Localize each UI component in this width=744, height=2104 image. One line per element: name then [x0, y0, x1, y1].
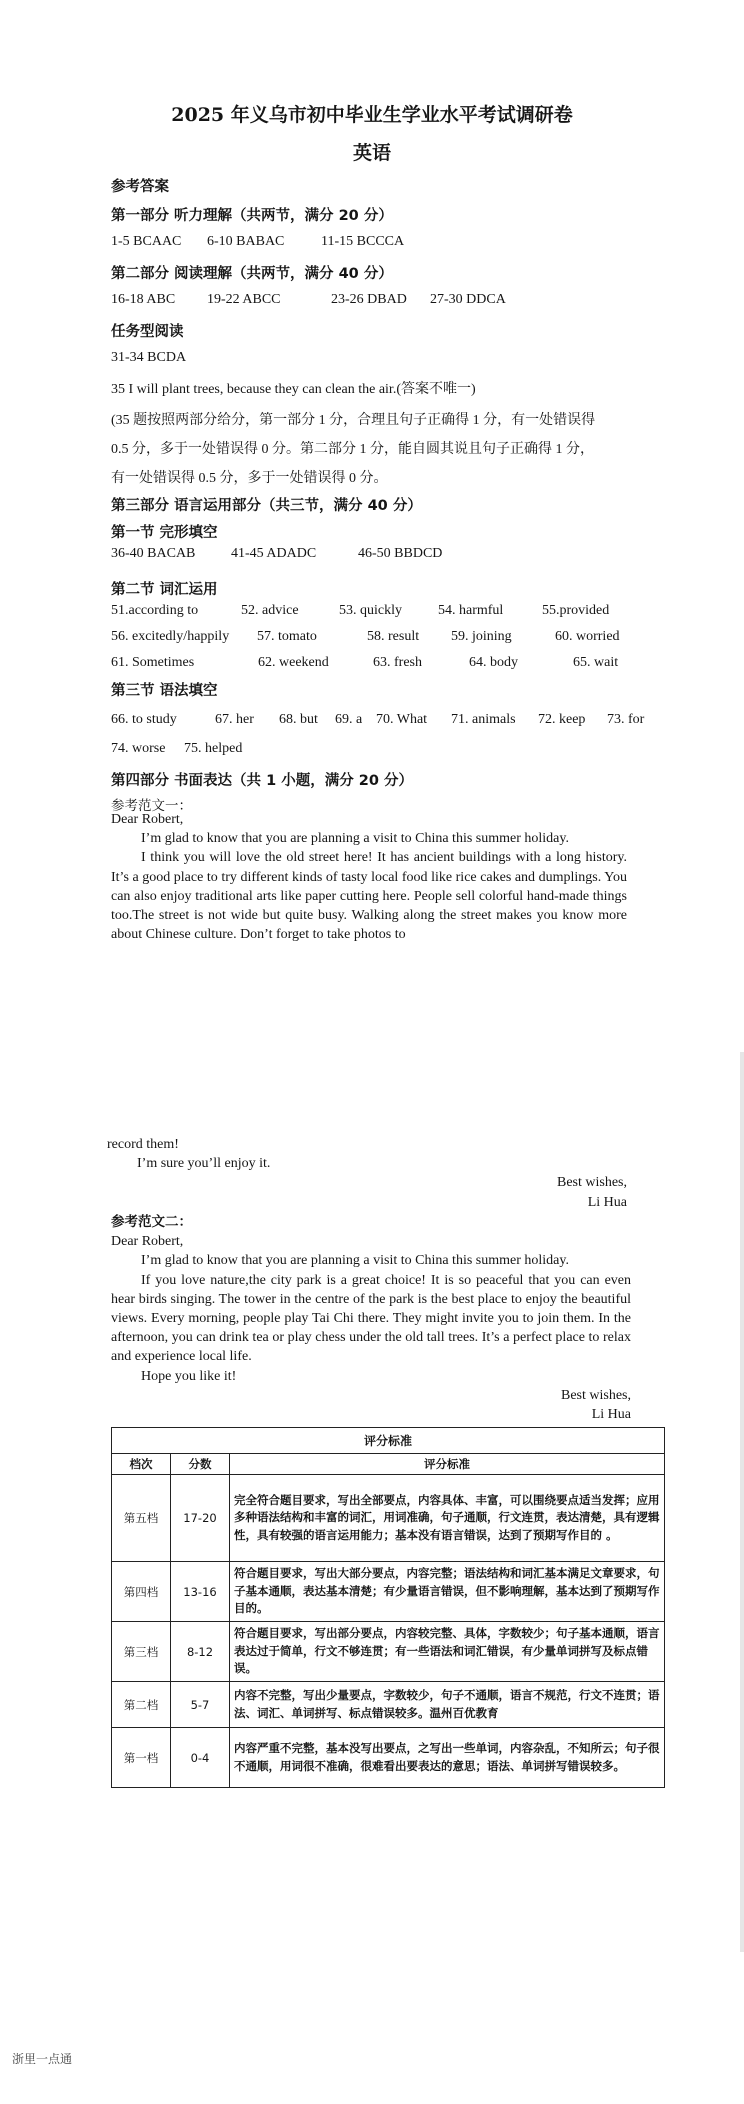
- part4-heading: 第四部分 书面表达（共 1 小题，满分 20 分）: [111, 773, 414, 789]
- vocab-answer: 65. wait: [573, 655, 619, 670]
- grammar-row: [111, 712, 671, 732]
- part2-heading: 第二部分 阅读理解（共两节，满分 40 分）: [111, 266, 393, 282]
- vocab-answer: 57. tomato: [257, 629, 317, 644]
- cloze-answers: [111, 546, 671, 566]
- letter-paragraph: I’m sure you’ll enjoy it.: [137, 1156, 271, 1172]
- part1-heading: 第一部分 听力理解（共两节，满分 20 分）: [111, 208, 393, 224]
- task-reading-heading: 任务型阅读: [111, 324, 184, 340]
- letter-paragraph: I think you will love the old street here! It has ancient buildings with a long history. It’s a good place to try different kinds of tasty local food like rice cakes and dumplings. You can also enjoy traditional arts like paper cutting here. People sell colorful hand-made things too.The street is not wide but quite busy. Walking along the street makes you know more about Chinese culture. Don’t forget to take photos to: [111, 850, 627, 943]
- grammar-answer: 69. a: [335, 712, 363, 727]
- vocab-answer: 59. joining: [451, 629, 512, 644]
- description-cell: 完全符合题目要求，写出全部要点，内容具体、丰富，可以围绕要点适当发挥；应用多种语法结构和丰富的词汇，用词准确，句子通顺，行文连贯，表达清楚，具有逻辑性，具有较强的语言运用能力；基本没有语言错误，达到了预期写作目的 。: [230, 1475, 665, 1562]
- answer-group: 16-18 ABC: [111, 292, 176, 307]
- answer-group: 23-26 DBAD: [331, 292, 407, 307]
- vocabulary-heading: 第二节 词汇运用: [111, 582, 218, 598]
- level-cell: 第三档: [112, 1622, 171, 1682]
- vocab-answer: 55.provided: [542, 603, 610, 618]
- answer-group: 27-30 DDCA: [430, 292, 506, 307]
- sample1-label: 参考范文一：: [111, 798, 192, 814]
- q35-scoring-note: [111, 406, 671, 493]
- task-reading-answer: 31-34 BCDA: [111, 350, 187, 365]
- sample1-letter: [111, 810, 627, 944]
- answer-group: 11-15 BCCCA: [321, 234, 405, 249]
- score-cell: 5-7: [171, 1682, 230, 1728]
- letter-closing: Best wishes,: [557, 1175, 627, 1191]
- letter-paragraph: Hope you like it!: [141, 1368, 237, 1384]
- answer-group: 19-22 ABCC: [207, 292, 281, 307]
- sample2-label: 参考范文二：: [111, 1214, 192, 1230]
- description-cell: 内容严重不完整，基本没写出要点，之写出一些单词，内容杂乱，不知所云；句子很不通顺，用词很不准确，很难看出要表达的意思；语法、单词拼写错误较多。: [230, 1728, 665, 1788]
- answer-group: 41-45 ADADC: [231, 546, 317, 561]
- level-cell: 第二档: [112, 1682, 171, 1728]
- grammar-answer: 74. worse: [111, 741, 166, 756]
- grammar-heading: 第三节 语法填空: [111, 683, 218, 699]
- table-row: [112, 1622, 665, 1682]
- rubric-caption: 评分标准: [112, 1428, 665, 1454]
- vocabulary-row: [111, 603, 671, 623]
- vocab-answer: 53. quickly: [339, 603, 402, 618]
- table-row: [112, 1475, 665, 1562]
- part2-answers: [111, 292, 671, 312]
- answer-group: 6-10 BABAC: [207, 234, 285, 249]
- level-cell: 第四档: [112, 1562, 171, 1622]
- vocab-answer: 58. result: [367, 629, 420, 644]
- answer-group: 1-5 BCAAC: [111, 234, 182, 249]
- score-cell: 17-20: [171, 1475, 230, 1562]
- note-line: (35 题按照两部分给分，第一部分 1 分，合理且句子正确得 1 分，有一处错误得: [111, 413, 596, 428]
- letter-paragraph: I’m glad to know that you are planning a visit to China this summer holiday.: [141, 1253, 569, 1269]
- level-cell: 第一档: [112, 1728, 171, 1788]
- scan-edge-divider: [740, 1052, 744, 1952]
- vocab-answer: 64. body: [469, 655, 518, 670]
- vocab-answer: 56. excitedly/happily: [111, 629, 230, 644]
- vocab-answer: 60. worried: [555, 629, 620, 644]
- table-row: [112, 1728, 665, 1788]
- column-header: 评分标准: [230, 1454, 665, 1475]
- letter-signature: Li Hua: [587, 1194, 627, 1210]
- note-line: 有一处错误得 0.5 分，多于一处错误得 0 分。: [111, 471, 388, 486]
- score-cell: 13-16: [171, 1562, 230, 1622]
- grammar-answer: 67. her: [215, 712, 254, 727]
- vocab-answer: 51.according to: [111, 603, 199, 618]
- part3-heading: 第三部分 语言运用部分（共三节，满分 40 分）: [111, 498, 422, 514]
- note-line: 0.5 分，多于一处错误得 0 分。第二部分 1 分，能自圆其说且句子正确得 1 分，: [111, 442, 594, 457]
- vocab-answer: 52. advice: [241, 603, 299, 618]
- vocabulary-row: [111, 655, 671, 675]
- answer-group: 46-50 BBDCD: [358, 546, 443, 561]
- column-header: 分数: [171, 1454, 230, 1475]
- grammar-answer: 71. animals: [451, 712, 516, 727]
- grammar-answer: 70. What: [376, 712, 428, 727]
- answer-group: 36-40 BACAB: [111, 546, 196, 561]
- q35-answer: 35 I will plant trees, because they can clean the air.(答案不唯一): [111, 382, 476, 397]
- description-cell: 内容不完整，写出少量要点，字数较少，句子不通顺，语言不规范，行文不连贯；语法、词汇、单词拼写、标点错误较多。温州百优教育: [230, 1682, 665, 1728]
- rubric-table: [111, 1427, 665, 1788]
- grammar-row: [111, 741, 671, 761]
- letter-greeting: Dear Robert,: [111, 1234, 184, 1250]
- vocab-answer: 54. harmful: [438, 603, 504, 618]
- grammar-answer: 75. helped: [184, 741, 243, 756]
- cloze-heading: 第一节 完形填空: [111, 525, 218, 541]
- level-cell: 第五档: [112, 1475, 171, 1562]
- footer-watermark: 浙里一点通: [12, 2052, 73, 2066]
- column-header: 档次: [112, 1454, 171, 1475]
- description-cell: 符合题目要求，写出大部分要点，内容完整；语法结构和词汇基本满足文章要求，句子基本通顺，表达基本清楚；有少量语言错误，但不影响理解，基本达到了预期写作目的。: [230, 1562, 665, 1622]
- letter-paragraph: I’m glad to know that you are planning a visit to China this summer holiday.: [141, 831, 569, 847]
- score-cell: 8-12: [171, 1622, 230, 1682]
- letter-paragraph-continued: record them!: [107, 1137, 179, 1152]
- grammar-answer: 72. keep: [538, 712, 586, 727]
- score-cell: 0-4: [171, 1728, 230, 1788]
- letter-paragraph: If you love nature,the city park is a great choice! It is so peaceful that you can even hear birds singing. The tower in the centre of the park is the best place to enjoy the beautiful views. Every morning, people play Tai Chi there. They might invite you to join them. In the afternoon, you can drink tea or play chess under the old tall trees. It’s a perfect place to relax and experience local life.: [111, 1272, 631, 1365]
- letter-closing: Best wishes,: [561, 1387, 631, 1403]
- sample2-letter: [111, 1213, 631, 1424]
- vocab-answer: 61. Sometimes: [111, 655, 195, 670]
- letter-signature: Li Hua: [591, 1407, 631, 1423]
- grammar-answer: 73. for: [607, 712, 645, 727]
- grammar-answer: 66. to study: [111, 712, 177, 727]
- table-row: [112, 1562, 665, 1622]
- vocab-answer: 63. fresh: [373, 655, 422, 670]
- part1-answers: [111, 234, 671, 254]
- sample1-letter-continued: [107, 1135, 627, 1212]
- answer-heading: 参考答案: [111, 179, 169, 195]
- page-subtitle: 英语: [352, 142, 391, 164]
- table-row: [112, 1682, 665, 1728]
- vocabulary-row: [111, 629, 671, 649]
- page-title: 2025 年义乌市初中毕业生学业水平考试调研卷: [171, 104, 573, 126]
- vocab-answer: 62. weekend: [258, 655, 329, 670]
- grammar-answer: 68. but: [279, 712, 318, 727]
- letter-greeting: Dear Robert,: [111, 812, 184, 827]
- description-cell: 符合题目要求，写出部分要点，内容较完整、具体，字数较少；句子基本通顺，语言表达过于简单，行文不够连贯；有一些语法和词汇错误，有少量单词拼写及标点错误。: [230, 1622, 665, 1682]
